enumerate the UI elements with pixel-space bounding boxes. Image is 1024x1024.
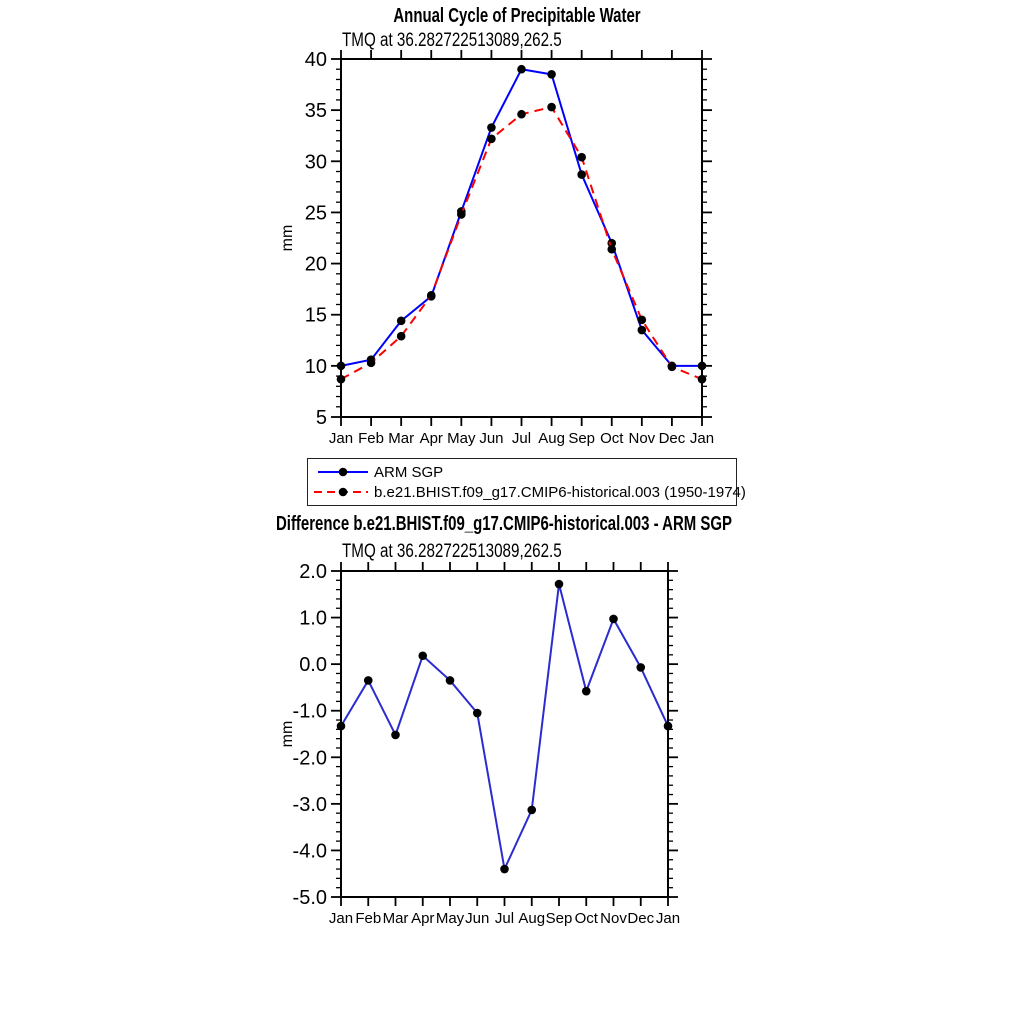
x-tick-label: Mar bbox=[388, 430, 415, 447]
series-line-difference bbox=[341, 584, 668, 869]
series-line-b-e21-bhist-f09-g17-cmip6-hist bbox=[341, 107, 702, 379]
chart2-title: Difference b.e21.BHIST.f09_g17.CMIP6-historical.003 - ARM SGP bbox=[275, 512, 733, 535]
legend-item-arm-sgp bbox=[313, 462, 734, 482]
x-tick-label: Apr bbox=[419, 430, 443, 447]
y-tick-label: 35 bbox=[304, 100, 327, 123]
x-tick-label: Sep bbox=[545, 910, 573, 927]
data-point bbox=[668, 363, 677, 372]
data-point bbox=[607, 239, 616, 248]
x-tick-label: Jan bbox=[689, 430, 715, 447]
data-point bbox=[487, 134, 496, 143]
y-tick-label: 5 bbox=[315, 407, 327, 429]
legend-label-arm-sgp: ARM SGP bbox=[374, 463, 444, 481]
y-tick-label: 20 bbox=[304, 253, 327, 276]
data-point bbox=[555, 580, 564, 589]
x-tick-label: Feb bbox=[355, 910, 382, 927]
x-tick-label: Jul bbox=[511, 430, 532, 447]
data-point bbox=[367, 358, 376, 367]
x-tick-label: Jan bbox=[328, 910, 354, 927]
plot-frame bbox=[341, 59, 702, 417]
data-point bbox=[638, 316, 647, 325]
x-tick-label: Nov bbox=[600, 910, 627, 927]
data-point bbox=[397, 317, 406, 326]
x-tick-label: Nov bbox=[628, 430, 656, 447]
x-tick-label: Aug bbox=[518, 910, 546, 927]
x-tick-label: Oct bbox=[600, 430, 624, 447]
x-tick-label: Oct bbox=[574, 910, 598, 927]
data-point bbox=[337, 362, 346, 371]
data-point bbox=[582, 687, 591, 696]
data-point bbox=[446, 676, 455, 685]
data-point bbox=[517, 65, 526, 74]
data-point bbox=[457, 207, 466, 216]
y-tick-label: 25 bbox=[304, 202, 327, 225]
x-tick-label: Jul bbox=[494, 910, 515, 927]
data-point bbox=[547, 103, 556, 112]
x-tick-label: Dec bbox=[658, 430, 686, 447]
x-tick-label: Jun bbox=[465, 910, 490, 927]
plot-frame bbox=[341, 571, 668, 897]
y-tick-label: -2.0 bbox=[292, 747, 327, 770]
data-point bbox=[668, 362, 677, 371]
data-point bbox=[473, 709, 482, 718]
data-point bbox=[391, 731, 400, 740]
x-tick-label: Mar bbox=[382, 910, 409, 927]
x-tick-label: Sep bbox=[568, 430, 596, 447]
x-tick-label: Jan bbox=[655, 910, 681, 927]
y-tick-label: 15 bbox=[304, 304, 327, 327]
data-point bbox=[636, 663, 645, 672]
y-tick-label: -5.0 bbox=[292, 887, 327, 909]
y-tick-label: 1.0 bbox=[299, 607, 327, 630]
data-point bbox=[337, 375, 346, 384]
legend-solid-line-sample bbox=[313, 464, 371, 480]
chart1-title: Annual Cycle of Precipitable Water bbox=[393, 4, 641, 27]
data-point bbox=[527, 806, 536, 815]
series-line-arm-sgp bbox=[341, 69, 702, 366]
y-tick-label: 40 bbox=[304, 49, 327, 71]
data-point bbox=[547, 70, 556, 79]
data-point bbox=[638, 326, 647, 335]
chart1-y-axis-label: mm bbox=[279, 224, 296, 252]
data-point bbox=[457, 210, 466, 219]
y-tick-label: -1.0 bbox=[292, 700, 327, 723]
legend-label-model: b.e21.BHIST.f09_g17.CMIP6-historical.003 (1950-1974) bbox=[374, 483, 746, 501]
data-point bbox=[367, 355, 376, 364]
x-tick-label: Apr bbox=[411, 910, 435, 927]
data-point bbox=[418, 651, 427, 660]
chart2-y-axis-label: mm bbox=[279, 720, 296, 748]
y-tick-label: 30 bbox=[304, 151, 327, 174]
data-point bbox=[427, 291, 436, 300]
x-tick-label: Jun bbox=[479, 430, 504, 447]
data-point bbox=[577, 153, 586, 162]
data-point bbox=[337, 722, 346, 731]
legend-marker-dot bbox=[339, 488, 348, 497]
x-tick-label: Dec bbox=[627, 910, 655, 927]
x-tick-label: Feb bbox=[358, 430, 385, 447]
data-point bbox=[664, 722, 673, 731]
data-point bbox=[517, 110, 526, 119]
data-point bbox=[397, 332, 406, 341]
x-tick-label: Aug bbox=[538, 430, 565, 447]
data-point bbox=[609, 615, 618, 624]
y-tick-label: 10 bbox=[304, 355, 327, 378]
legend-box bbox=[307, 458, 746, 506]
data-point bbox=[607, 245, 616, 254]
data-point bbox=[364, 676, 373, 685]
x-tick-label: May bbox=[447, 430, 476, 447]
chart1-subtitle: TMQ at 36.282722513089,262.5 bbox=[342, 30, 562, 51]
legend-dashed-line-sample bbox=[313, 484, 371, 500]
y-tick-label: -3.0 bbox=[292, 793, 327, 816]
y-tick-label: 0.0 bbox=[299, 654, 327, 677]
data-point bbox=[698, 362, 707, 371]
legend-item-model bbox=[313, 482, 746, 502]
x-tick-label: Jan bbox=[328, 430, 354, 447]
data-point bbox=[577, 170, 586, 179]
data-point bbox=[500, 865, 509, 874]
x-tick-label: May bbox=[435, 910, 465, 927]
data-point bbox=[487, 123, 496, 132]
chart2-subtitle: TMQ at 36.282722513089,262.5 bbox=[342, 541, 562, 562]
legend-marker-dot bbox=[339, 468, 348, 477]
y-tick-label: -4.0 bbox=[292, 840, 327, 863]
data-point bbox=[698, 375, 707, 384]
data-point bbox=[427, 292, 436, 301]
y-tick-label: 2.0 bbox=[299, 561, 327, 583]
